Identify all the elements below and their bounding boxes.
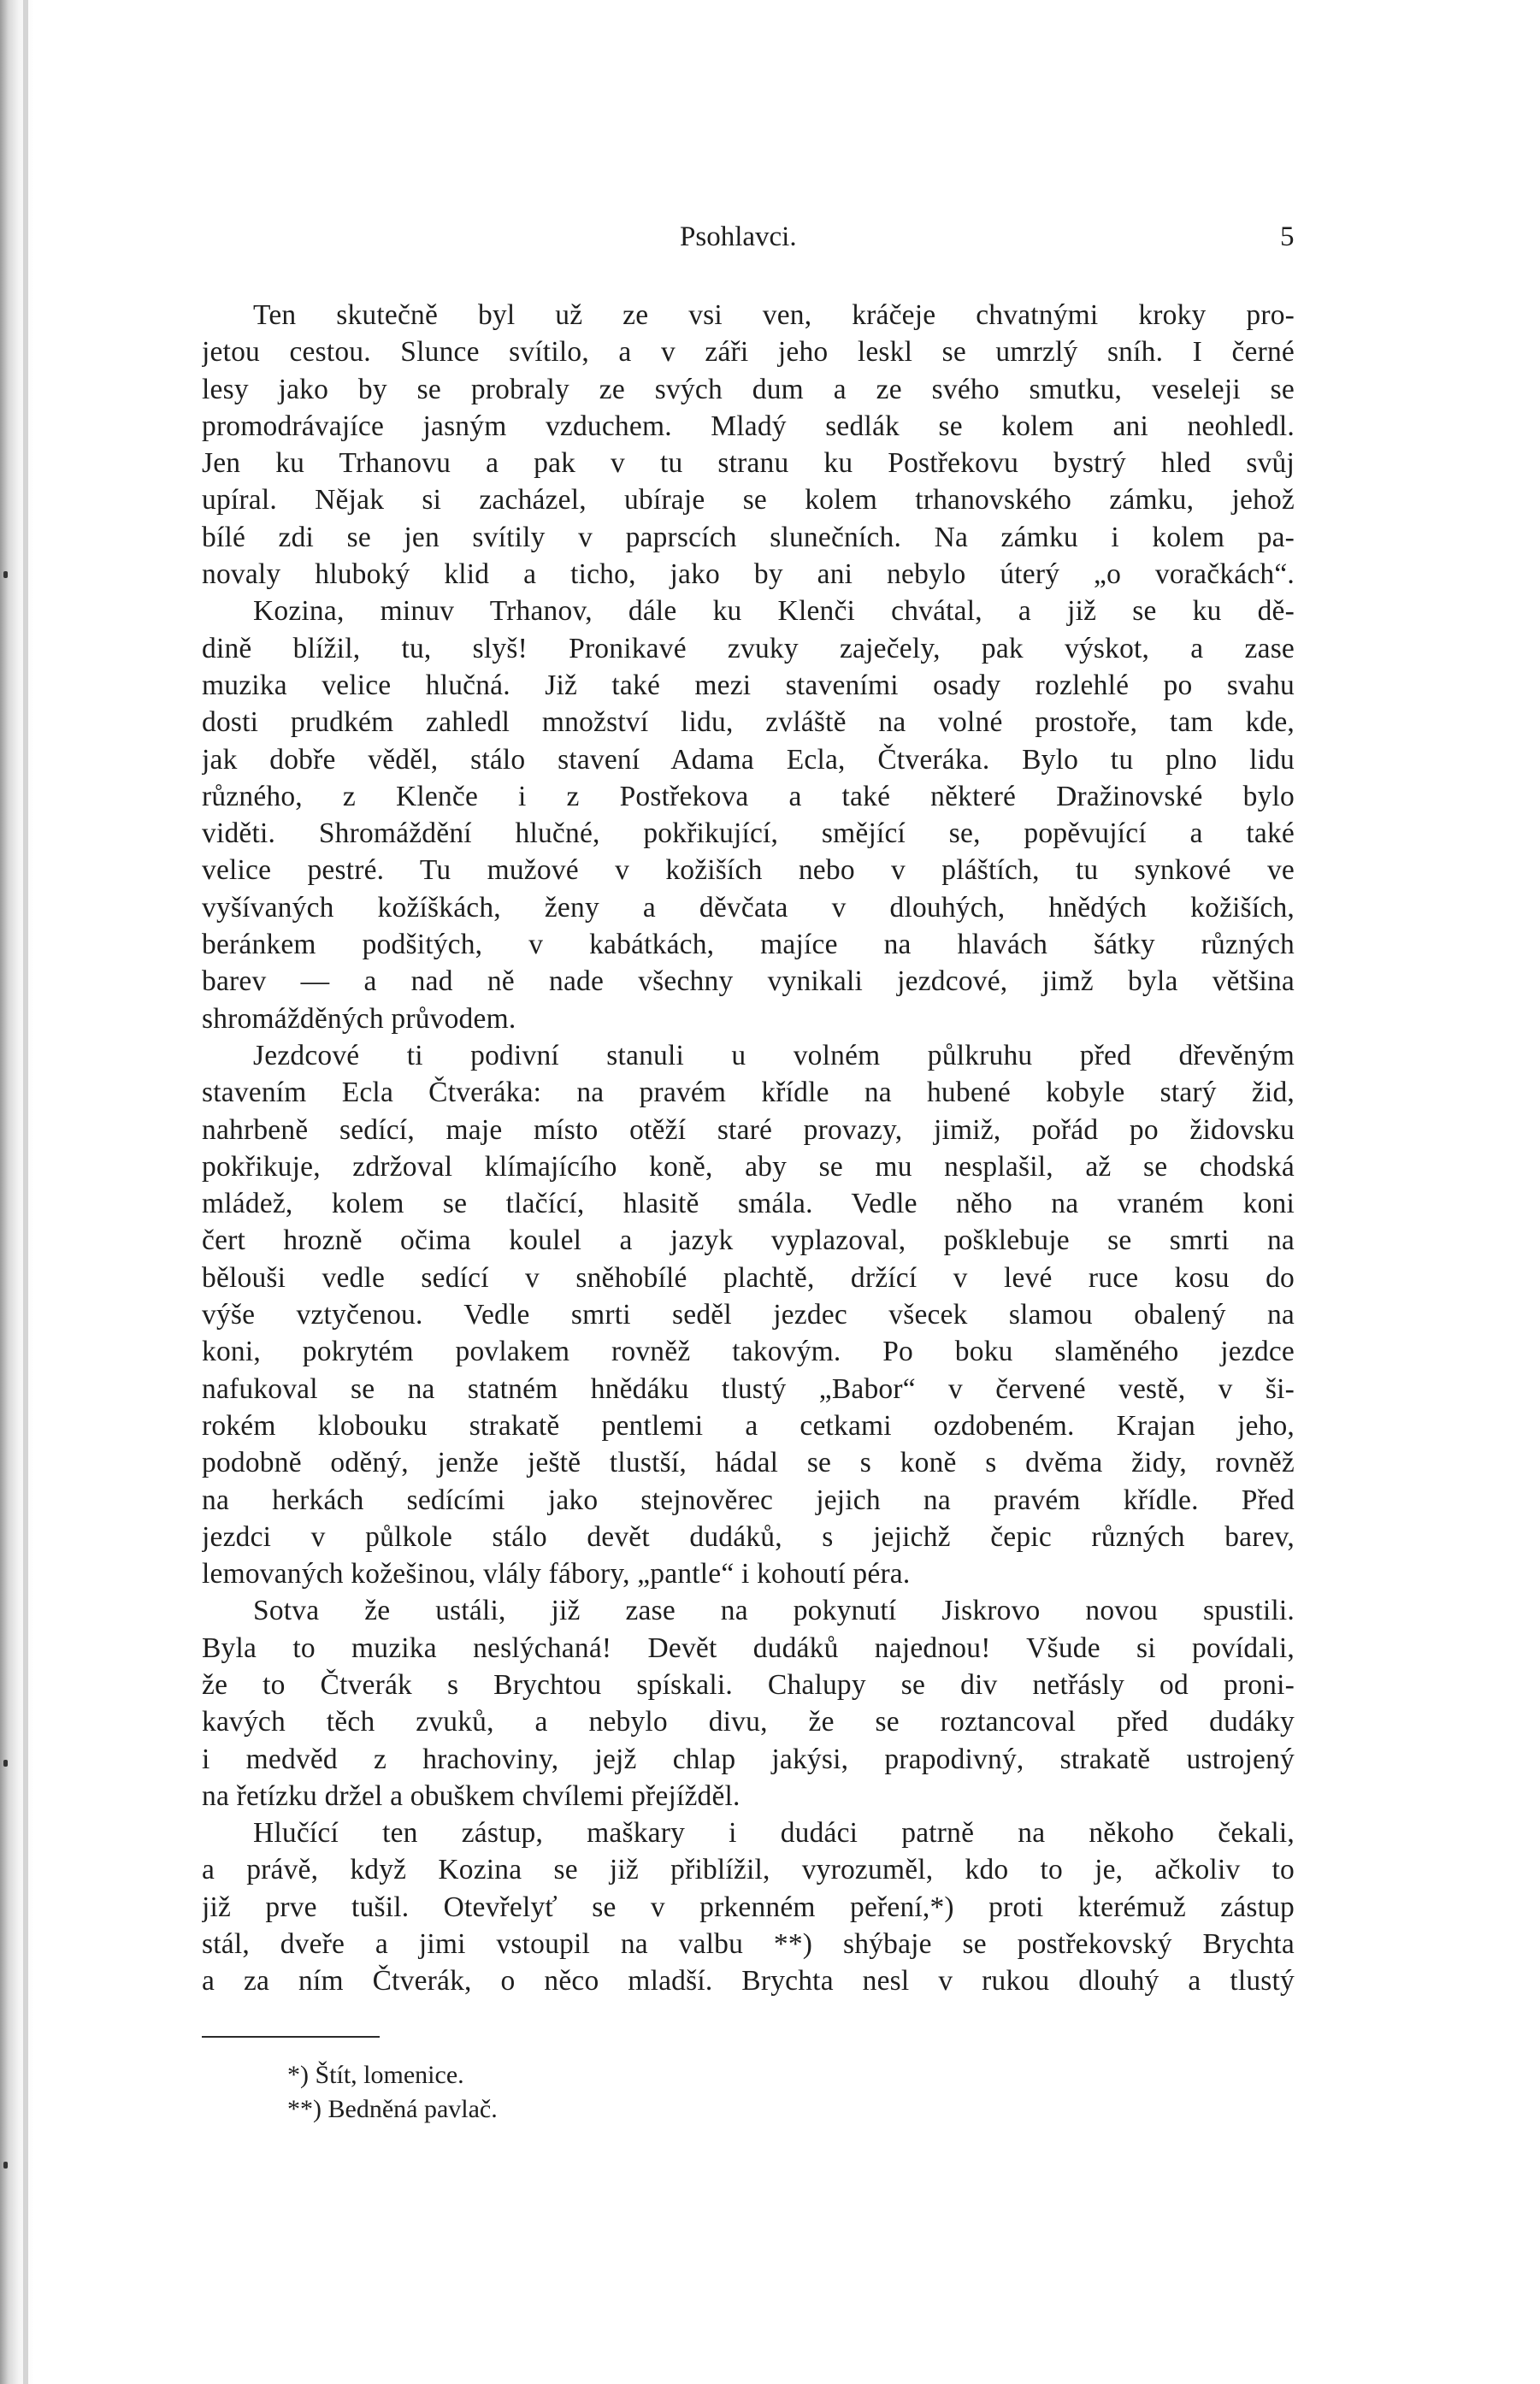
footnote: **) Bedněná pavlač.: [287, 2095, 498, 2123]
text-line: na herkách sedícími jako stejnověrec jejich na pravém křídle. Před: [202, 1484, 1295, 1516]
text-line: Ten skutečně byl už ze vsi ven, kráčeje chvatnými kroky pro-: [253, 299, 1295, 331]
text-line: Sotva že ustáli, již zase na pokynutí Jiskrovo novou spustili.: [253, 1595, 1295, 1627]
text-line: výše vztyčenou. Vedle smrti seděl jezdec všecek slamou obalený na: [202, 1299, 1295, 1331]
text-line: bělouši vedle sedící v sněhobílé plachtě, držící v levé ruce kosu do: [202, 1261, 1295, 1294]
text-line: a za ním Čtverák, o něco mladší. Brychta nesl v rukou dlouhý a tlustý: [202, 1965, 1295, 1997]
text-line: dině blížil, tu, slyš! Pronikavé zvuky zaječely, pak výskot, a zase: [202, 632, 1295, 664]
scan-speck: [3, 1760, 8, 1767]
text-line: rokém klobouku strakatě pentlemi a cetkami ozdobeném. Krajan jeho,: [202, 1409, 1295, 1442]
text-line: Hlučící ten zástup, maškary i dudáci patrně na někoho čekali,: [253, 1817, 1295, 1850]
text-line: koni, pokrytém povlakem rovněž takovým. Po boku slaměného jezdce: [202, 1336, 1295, 1368]
text-line: stál, dveře a jimi vstoupil na valbu **) shýbaje se postřekovský Brychta: [202, 1928, 1295, 1961]
text-line: Jen ku Trhanovu a pak v tu stranu ku Postřekovu bystrý hled svůj: [202, 447, 1295, 480]
text-line: novaly hluboký klid a ticho, jako by ani nebylo úterý „o voračkách“.: [202, 558, 1295, 591]
scan-speck: [3, 571, 8, 578]
text-line: a právě, když Kozina se již přiblížil, vyrozuměl, kdo to je, ačkoliv to: [202, 1854, 1295, 1886]
text-line: čert hrozně očima koulel a jazyk vyplazoval, pošklebuje se smrti na: [202, 1224, 1295, 1257]
text-line: nahrbeně sedící, maje místo otěží staré provazy, jimiž, pořád po židovsku: [202, 1113, 1295, 1146]
text-line: lesy jako by se probraly ze svých dum a ze svého smutku, veseleji se: [202, 373, 1295, 405]
text-line: viděti. Shromáždění hlučné, pokřikující, smějící se, popěvující a také: [202, 817, 1295, 850]
text-line: bílé zdi se jen svítily v paprscích slunečních. Na zámku i kolem pa-: [202, 521, 1295, 553]
footnote: *) Štít, lomenice.: [287, 2061, 464, 2089]
running-title: Psohlavci.: [680, 221, 797, 252]
text-line: shromážděných průvodem.: [202, 1002, 516, 1035]
text-line: podobně oděný, jenže ještě tlustší, hádal se s koně s dvěma židy, rovněž: [202, 1447, 1295, 1479]
text-line: vyšívaných kožíškách, ženy a děvčata v dlouhých, hnědých kožiších,: [202, 891, 1295, 924]
text-line: muzika velice hlučná. Již také mezi staveními osady rozlehlé po svahu: [202, 669, 1295, 701]
text-line: velice pestré. Tu mužové v kožiších nebo v pláštích, tu synkové ve: [202, 854, 1295, 887]
text-line: jak dobře věděl, stálo stavení Adama Ecla, Čtveráka. Bylo tu plno lidu: [202, 743, 1295, 776]
scan-speck: [3, 2162, 8, 2169]
text-line: i medvěd z hrachoviny, jejž chlap jakýsi, prapodivný, strakatě ustrojený: [202, 1743, 1295, 1775]
text-line: již prve tušil. Otevřelyť se v prkenném peření,*) proti kterémuž zástup: [202, 1891, 1295, 1923]
text-line: Jezdcové ti podivní stanuli u volném půlkruhu před dřevěným: [253, 1039, 1295, 1071]
text-line: upíral. Nějak si zacházel, ubíraje se kolem trhanovského zámku, jehož: [202, 484, 1295, 516]
scan-page-edge: [0, 0, 34, 2384]
text-line: na řetízku držel a obuškem chvílemi přejížděl.: [202, 1779, 740, 1812]
text-line: promodrávajíce jasným vzduchem. Mladý sedlák se kolem ani neohledl.: [202, 410, 1295, 442]
text-line: jezdci v půlkole stálo devět dudáků, s jejichž čepic různých barev,: [202, 1520, 1295, 1553]
text-line: Kozina, minuv Trhanov, dále ku Klenči chvátal, a již se ku dě-: [253, 595, 1295, 628]
text-line: lemovaných kožešinou, vlály fábory, „pantle“ i kohoutí péra.: [202, 1558, 911, 1590]
text-line: mládež, kolem se tlačící, hlasitě smála. Vedle něho na vraném koni: [202, 1188, 1295, 1220]
body-text: [202, 297, 1295, 2000]
scan-binding-shadow: [23, 0, 28, 2384]
text-line: Byla to muzika neslýchaná! Devět dudáků najednou! Všude si povídali,: [202, 1632, 1295, 1664]
text-line: barev — a nad ně nade všechny vynikali jezdcové, jimž byla většina: [202, 965, 1295, 998]
text-line: stavením Ecla Čtveráka: na pravém křídle na hubené kobyle starý žid,: [202, 1077, 1295, 1109]
footnote-divider: [202, 2036, 380, 2038]
page-number: 5: [1280, 221, 1295, 252]
text-line: že to Čtverák s Brychtou spískali. Chalupy se div netřásly od proni-: [202, 1668, 1295, 1701]
text-line: různého, z Klenče i z Postřekova a také některé Dražinovské bylo: [202, 780, 1295, 812]
running-head: [0, 218, 1540, 256]
text-line: kavých těch zvuků, a nebylo divu, že se roztancoval před dudáky: [202, 1706, 1295, 1738]
text-line: beránkem podšitých, v kabátkách, majíce na hlavách šátky různých: [202, 929, 1295, 961]
text-line: pokřikuje, zdržoval klímajícího koně, aby se mu nesplašil, až se chodská: [202, 1150, 1295, 1183]
text-line: dosti prudkém zahledl množství lidu, zvláště na volné prostoře, tam kde,: [202, 706, 1295, 739]
text-line: jetou cestou. Slunce svítilo, a v záři jeho leskl se umrzlý sníh. I černé: [202, 336, 1295, 369]
text-line: nafukoval se na statném hnědáku tlustý „Babor“ v červené vestě, v ši-: [202, 1372, 1295, 1405]
footnotes: [287, 2058, 886, 2127]
